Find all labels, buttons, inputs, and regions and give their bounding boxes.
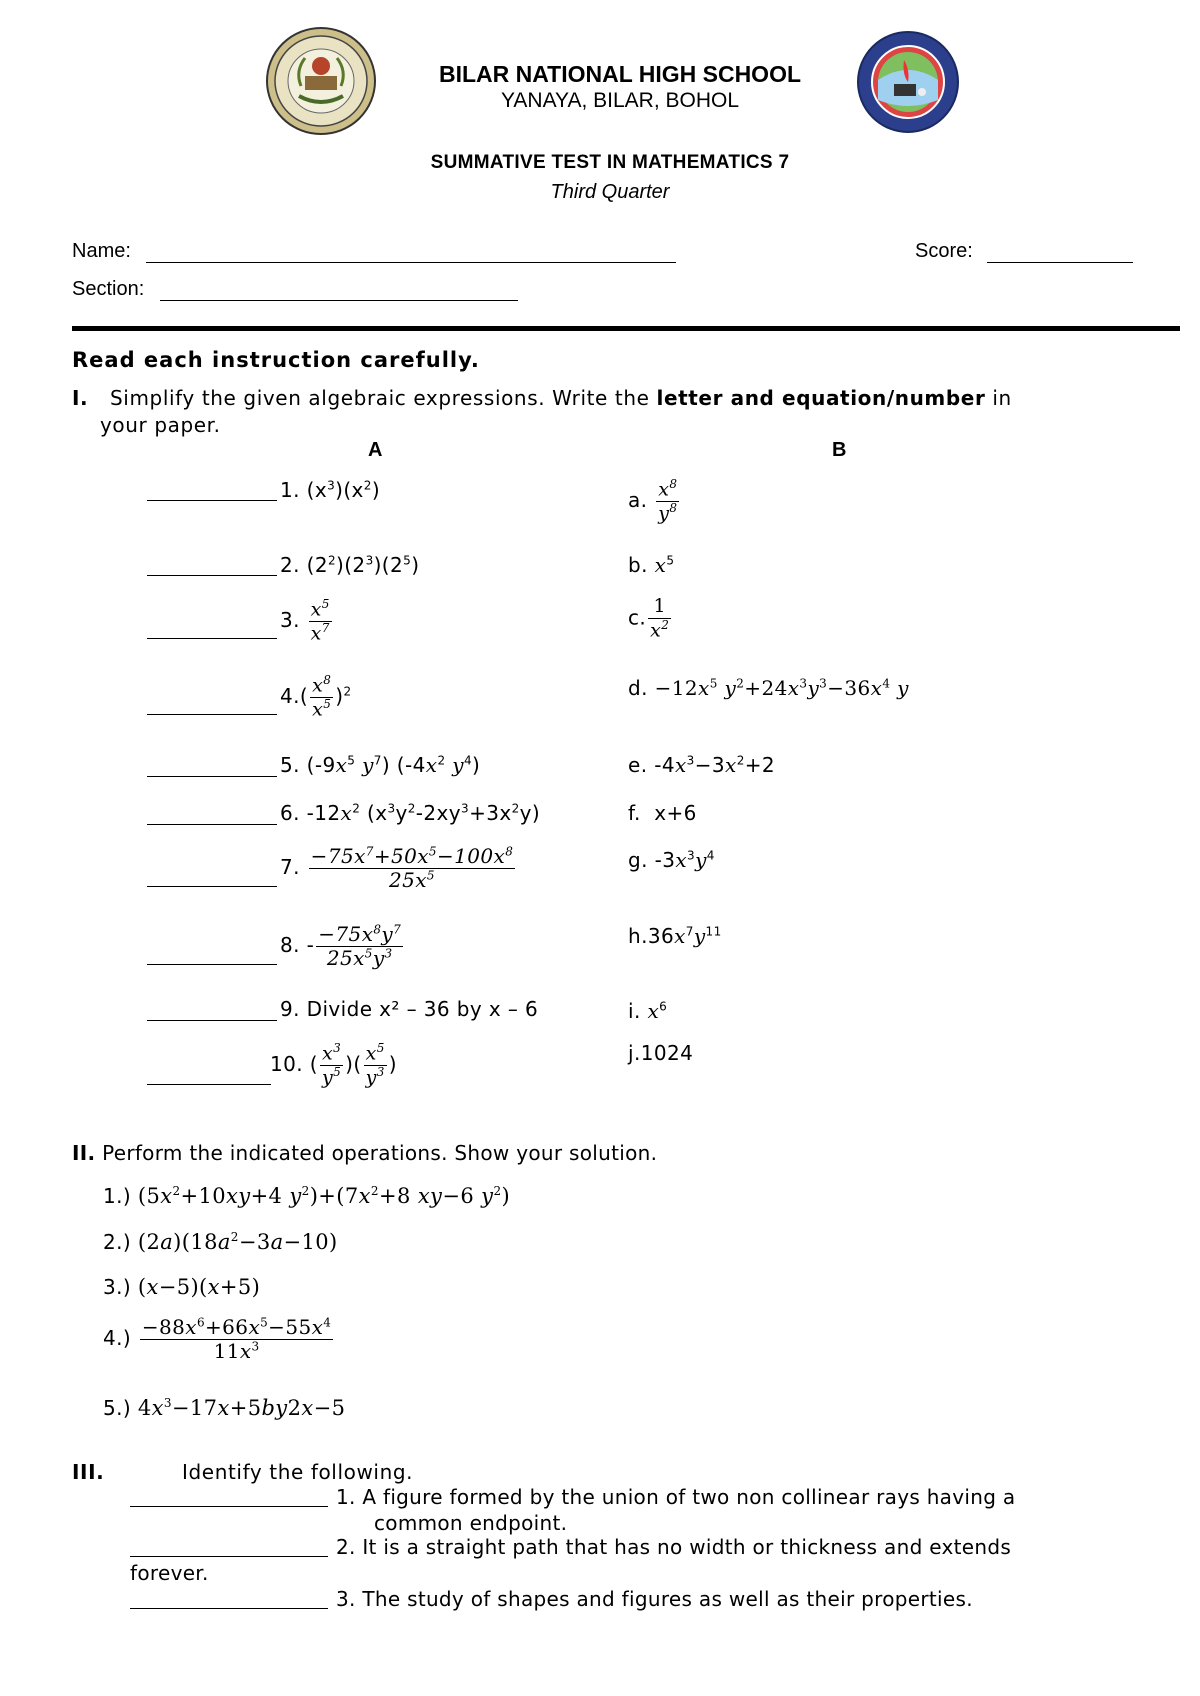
identify-item-1-cont: common endpoint. <box>374 1511 568 1535</box>
choice-d: d. $-12x^5$ $y^2+24x^3y^3-36x^4$ y <box>628 676 909 700</box>
choice-letter: e. <box>628 753 648 777</box>
choice-letter: i. <box>628 999 641 1023</box>
item-a-7 <box>280 845 517 892</box>
item-a-8: 8. - $\frac{-75x^8y^7}{25x^5y^3}$ <box>280 922 402 970</box>
choice-letter: h. <box>628 924 648 948</box>
part1-instruction-start: Simplify the given algebraic expressions. Write the <box>110 386 657 410</box>
answer-blank-10[interactable] <box>147 1084 271 1085</box>
answer-blank-7[interactable] <box>147 886 277 887</box>
fraction: $\frac{-75x^7+50x^5-100x^8}{25x^5}$ <box>310 844 514 892</box>
fraction: $\frac{x^8}{y^8}$ <box>658 477 678 525</box>
item-number: 6. <box>280 801 300 825</box>
fraction: $\frac{-88x^6+66x^5-55x^4}{11x^3}$ <box>141 1315 332 1363</box>
answer-blank-6[interactable] <box>147 824 277 825</box>
identify-blank-1[interactable] <box>130 1506 328 1507</box>
item-number: 1. <box>280 478 300 502</box>
part2-heading <box>72 1141 657 1165</box>
column-a-header: A <box>368 439 383 461</box>
problem-number: 5.) <box>103 1396 132 1420</box>
general-instructions: Read each instruction carefully. <box>72 348 480 372</box>
choice-g: g. $-3x^3y^4$ <box>628 848 715 872</box>
item-a-5: 5. ($-9x^5$ $y^7$) ($-4x^2$ $y^4$) <box>280 753 481 777</box>
choice-a <box>628 478 681 525</box>
school-address: YANAYA, BILAR, BOHOL <box>500 89 740 112</box>
item-number: 9. <box>280 997 300 1021</box>
choice-h: $h.36x^7y^{11}$ <box>628 924 722 948</box>
problem-5: 5.) $4x^3-17x+5by2x-5$ <box>103 1396 346 1420</box>
fraction: $\frac{1}{x^2}$ <box>650 595 670 642</box>
fraction: $\frac{x^5}{y^3}$ <box>365 1041 385 1089</box>
item-number: 7. <box>280 855 300 879</box>
identify-item-2: 2. It is a straight path that has no width or thickness and extends <box>336 1535 1012 1559</box>
part3-numeral: III. <box>72 1460 105 1484</box>
column-b-header: B <box>832 439 847 461</box>
choice-f-value: x+6 <box>654 801 697 825</box>
answer-blank-3[interactable] <box>147 638 277 639</box>
choice-letter: j. <box>628 1041 641 1065</box>
test-title: SUMMATIVE TEST IN MATHEMATICS 7 <box>430 152 790 173</box>
section-label: Section: <box>72 278 145 300</box>
school-seal-logo <box>265 26 377 136</box>
choice-letter: g. <box>628 848 648 872</box>
part1-instruction <box>110 386 1012 410</box>
part2-numeral: II. <box>72 1141 96 1165</box>
choice-j <box>628 1041 693 1065</box>
choice-letter: d. <box>628 676 648 700</box>
item-number: 4. <box>280 684 300 709</box>
answer-blank-8[interactable] <box>147 964 277 965</box>
school-name: BILAR NATIONAL HIGH SCHOOL <box>438 61 802 87</box>
identify-item-1: 1. A figure formed by the union of two non collinear rays having a <box>336 1485 1016 1509</box>
item-number: 10. <box>270 1052 304 1077</box>
item-a-2: 2. $(2^2)(2^3)(2^5)$ <box>280 553 420 577</box>
choice-e: e. $-4x^3-3x^2+2$ <box>628 753 776 777</box>
part1-numeral: I. <box>72 386 89 410</box>
problem-2: 2.) $(2a)(18a^2-3a-10)$ <box>103 1230 338 1254</box>
choice-b: b. $x^5$ <box>628 553 675 577</box>
answer-blank-2[interactable] <box>147 575 277 576</box>
item-a-10: 10. ( $\frac{x^3}{y^5}$ )( $\frac{x^5}{y^3}$ ) <box>270 1041 397 1089</box>
quarter-label: Third Quarter <box>550 181 670 203</box>
problem-4 <box>103 1316 335 1363</box>
problem-number: 2.) <box>103 1230 132 1254</box>
name-field[interactable] <box>146 262 676 263</box>
choice-letter: a. <box>628 488 648 513</box>
section-field[interactable] <box>160 300 518 301</box>
name-label: Name: <box>72 240 131 262</box>
fraction: $\frac{-75x^8y^7}{25x^5y^3}$ <box>318 922 402 970</box>
identify-blank-2[interactable] <box>130 1556 328 1557</box>
answer-blank-1[interactable] <box>147 500 277 501</box>
problem-3: 3.) (x−5)(x+5) <box>103 1275 261 1299</box>
identify-item-2-cont: forever. <box>130 1561 209 1585</box>
header-divider <box>72 326 1180 331</box>
part2-instruction: Perform the indicated operations. Show your solution. <box>102 1141 658 1165</box>
problem-number: 3.) <box>103 1275 132 1299</box>
problem-1: 1.) ($5x^2+10xy+4$ $y^2)+(7x^2+8$ xy−6 $y^2$) <box>103 1184 511 1208</box>
problem-number: 1.) <box>103 1184 132 1208</box>
item9-text: Divide x² – 36 by x – 6 <box>306 997 539 1021</box>
part3-instruction: Identify the following. <box>182 1460 414 1484</box>
part1-instruction-cont: your paper. <box>100 413 221 437</box>
item-a-4: 4.( $\frac{x^8}{x^5}$ )$^2$ <box>280 673 352 721</box>
item-a-3 <box>280 598 334 645</box>
choice-j-value: 1024 <box>640 1041 694 1065</box>
score-label: Score: <box>915 240 973 262</box>
deped-seal-logo <box>856 30 960 134</box>
choice-f <box>628 801 697 825</box>
fraction: $\frac{x^8}{x^5}$ <box>312 673 332 721</box>
fraction: $\frac{x^3}{y^5}$ <box>321 1041 342 1089</box>
fraction: $\frac{x^5}{x^7}$ <box>310 597 330 645</box>
problem-number: 4.) <box>103 1326 132 1350</box>
answer-blank-9[interactable] <box>147 1020 277 1021</box>
item-a-9 <box>280 997 538 1021</box>
score-field[interactable] <box>987 262 1133 263</box>
choice-c <box>628 596 673 642</box>
answer-blank-4[interactable] <box>147 714 277 715</box>
item-number: 5. <box>280 753 300 777</box>
choice-letter: b. <box>628 553 648 577</box>
answer-blank-5[interactable] <box>147 776 277 777</box>
item-a-1: 1. $(x^3)(x^2)$ <box>280 478 381 502</box>
identify-blank-3[interactable] <box>130 1608 328 1609</box>
part1-instruction-end: in <box>985 386 1012 410</box>
part1-instruction-bold: letter and equation/number <box>656 386 986 410</box>
choice-i: i. $x^6$ <box>628 999 668 1023</box>
choice-letter: c. <box>628 605 647 630</box>
item-number: 8. <box>280 933 300 957</box>
item-a-6: 6. $-12x^2$ $(x^3y^2-2xy^3+3x^2y)$ <box>280 801 541 825</box>
item-number: 3. <box>280 608 300 633</box>
identify-item-3: 3. The study of shapes and figures as well as their properties. <box>336 1587 973 1611</box>
choice-letter: f. <box>628 801 641 825</box>
item-number: 2. <box>280 553 300 577</box>
